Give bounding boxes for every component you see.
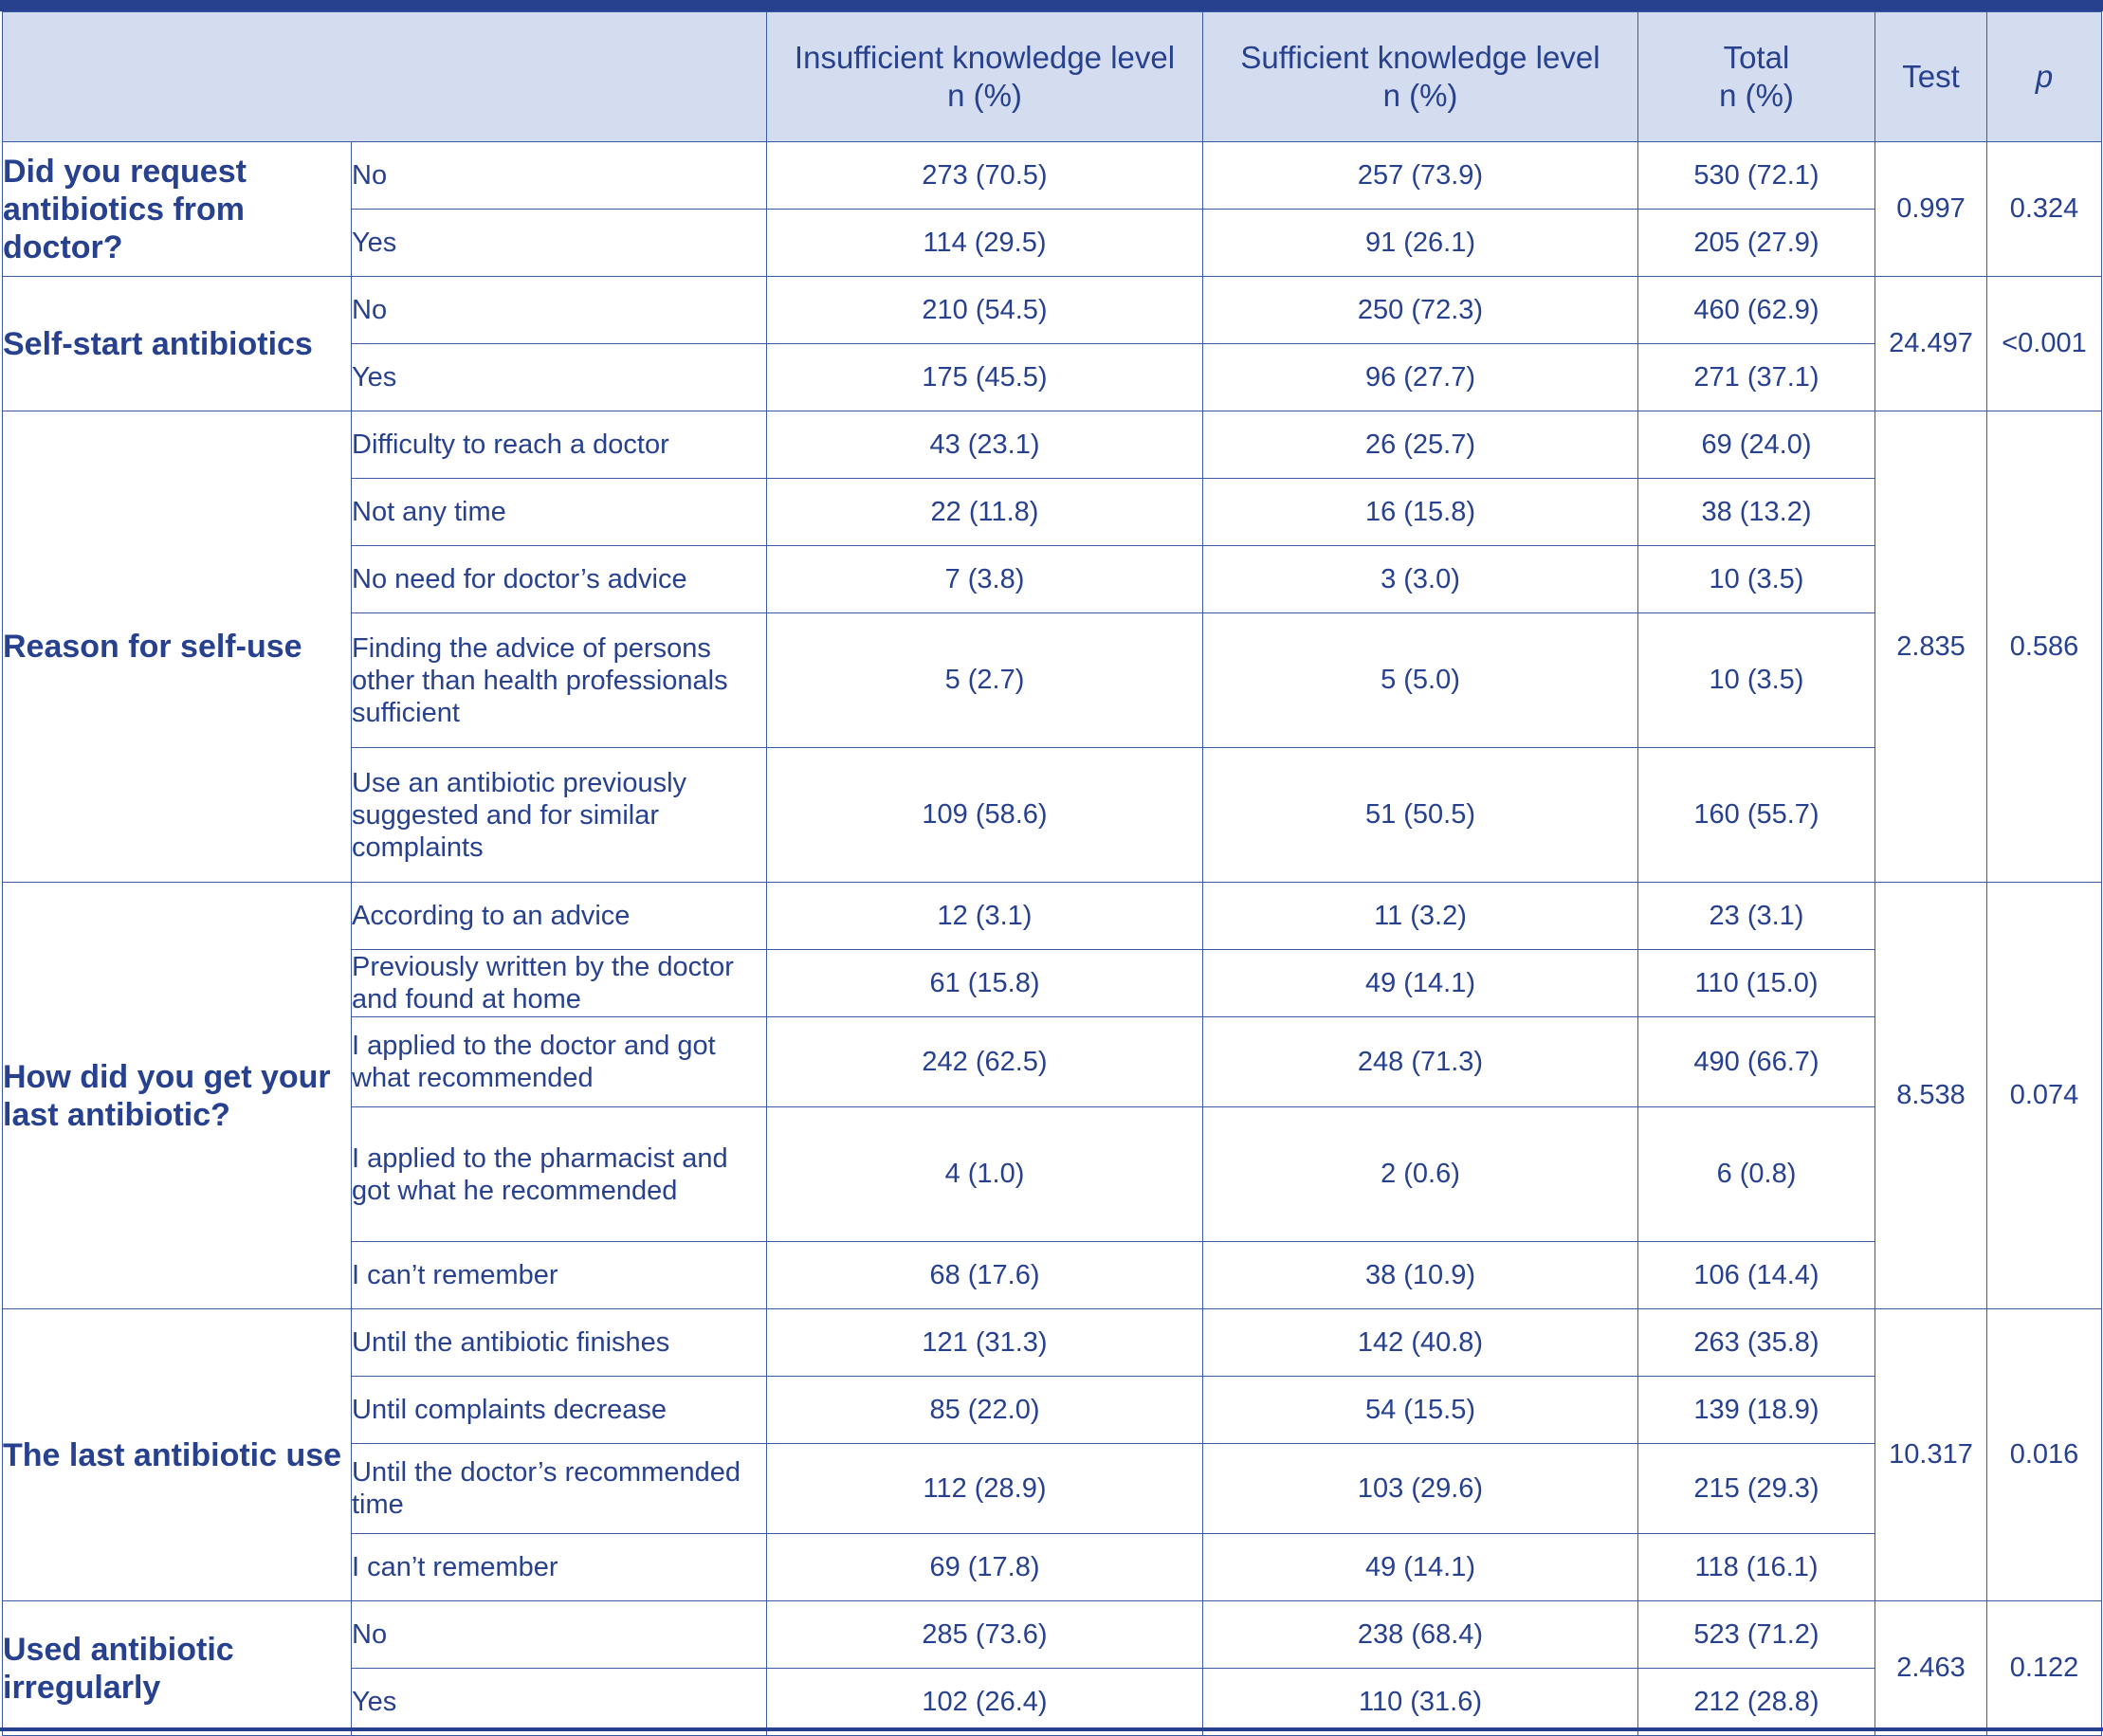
p-cell: 0.016 — [1987, 1309, 2102, 1601]
group-title: Self-start antibiotics — [3, 277, 352, 411]
option-cell: Yes — [352, 1669, 767, 1736]
insufficient-cell: 69 (17.8) — [767, 1534, 1203, 1601]
total-cell: 523 (71.2) — [1638, 1601, 1875, 1669]
option-cell: Yes — [352, 344, 767, 411]
bottom-rule — [0, 1727, 2103, 1731]
option-cell: Until the doctor’s recommended time — [352, 1444, 767, 1534]
sufficient-cell: 49 (14.1) — [1203, 950, 1638, 1017]
sufficient-cell: 51 (50.5) — [1203, 748, 1638, 883]
test-cell: 2.463 — [1875, 1601, 1987, 1736]
option-cell: Not any time — [352, 479, 767, 546]
sufficient-cell: 91 (26.1) — [1203, 210, 1638, 277]
header-p: p — [1987, 12, 2102, 142]
option-cell: I applied to the doctor and got what recommended — [352, 1017, 767, 1107]
option-cell: Until complaints decrease — [352, 1377, 767, 1444]
header-total: Total n (%) — [1638, 12, 1875, 142]
option-cell: No — [352, 277, 767, 344]
sufficient-cell: 54 (15.5) — [1203, 1377, 1638, 1444]
total-cell: 530 (72.1) — [1638, 142, 1875, 210]
sufficient-cell: 11 (3.2) — [1203, 883, 1638, 950]
sufficient-cell: 5 (5.0) — [1203, 613, 1638, 748]
insufficient-cell: 4 (1.0) — [767, 1107, 1203, 1242]
option-cell: Finding the advice of persons other than health professionals sufficient — [352, 613, 767, 748]
sufficient-cell: 16 (15.8) — [1203, 479, 1638, 546]
total-cell: 212 (28.8) — [1638, 1669, 1875, 1736]
insufficient-cell: 102 (26.4) — [767, 1669, 1203, 1736]
total-cell: 118 (16.1) — [1638, 1534, 1875, 1601]
total-cell: 6 (0.8) — [1638, 1107, 1875, 1242]
insufficient-cell: 22 (11.8) — [767, 479, 1203, 546]
total-cell: 10 (3.5) — [1638, 613, 1875, 748]
insufficient-cell: 68 (17.6) — [767, 1242, 1203, 1309]
sufficient-cell: 257 (73.9) — [1203, 142, 1638, 210]
total-cell: 23 (3.1) — [1638, 883, 1875, 950]
p-cell: 0.074 — [1987, 883, 2102, 1309]
total-cell: 271 (37.1) — [1638, 344, 1875, 411]
sufficient-cell: 96 (27.7) — [1203, 344, 1638, 411]
table-row — [3, 1601, 2102, 1669]
insufficient-cell: 112 (28.9) — [767, 1444, 1203, 1534]
total-cell: 10 (3.5) — [1638, 546, 1875, 613]
table-row — [3, 883, 2102, 950]
test-cell: 2.835 — [1875, 411, 1987, 883]
test-cell: 8.538 — [1875, 883, 1987, 1309]
top-rule — [0, 0, 2103, 11]
insufficient-cell: 61 (15.8) — [767, 950, 1203, 1017]
option-cell: Until the antibiotic finishes — [352, 1309, 767, 1377]
p-cell: 0.324 — [1987, 142, 2102, 277]
option-cell: No need for doctor’s advice — [352, 546, 767, 613]
insufficient-cell: 109 (58.6) — [767, 748, 1203, 883]
table-row — [3, 277, 2102, 344]
header-blank — [3, 12, 767, 142]
insufficient-cell: 273 (70.5) — [767, 142, 1203, 210]
group-title: Reason for self-use — [3, 411, 352, 883]
sufficient-cell: 142 (40.8) — [1203, 1309, 1638, 1377]
total-cell: 215 (29.3) — [1638, 1444, 1875, 1534]
insufficient-cell: 114 (29.5) — [767, 210, 1203, 277]
total-cell: 106 (14.4) — [1638, 1242, 1875, 1309]
group-title: Used antibiotic irregularly — [3, 1601, 352, 1736]
total-cell: 490 (66.7) — [1638, 1017, 1875, 1107]
test-cell: 24.497 — [1875, 277, 1987, 411]
header-test: Test — [1875, 12, 1987, 142]
table-row — [3, 142, 2102, 210]
sufficient-cell: 250 (72.3) — [1203, 277, 1638, 344]
insufficient-cell: 210 (54.5) — [767, 277, 1203, 344]
group-title: How did you get your last antibiotic? — [3, 883, 352, 1309]
sufficient-cell: 26 (25.7) — [1203, 411, 1638, 479]
option-cell: Use an antibiotic previously suggested and for similar complaints — [352, 748, 767, 883]
option-cell: No — [352, 142, 767, 210]
header-sufficient: Sufficient knowledge level n (%) — [1203, 12, 1638, 142]
test-cell: 0.997 — [1875, 142, 1987, 277]
insufficient-cell: 175 (45.5) — [767, 344, 1203, 411]
sufficient-cell: 2 (0.6) — [1203, 1107, 1638, 1242]
table-row — [3, 411, 2102, 479]
total-cell: 460 (62.9) — [1638, 277, 1875, 344]
sufficient-cell: 3 (3.0) — [1203, 546, 1638, 613]
insufficient-cell: 85 (22.0) — [767, 1377, 1203, 1444]
sufficient-cell: 248 (71.3) — [1203, 1017, 1638, 1107]
insufficient-cell: 5 (2.7) — [767, 613, 1203, 748]
option-cell: I can’t remember — [352, 1242, 767, 1309]
header-row — [3, 12, 2102, 142]
insufficient-cell: 242 (62.5) — [767, 1017, 1203, 1107]
option-cell: Previously written by the doctor and found at home — [352, 950, 767, 1017]
sufficient-cell: 103 (29.6) — [1203, 1444, 1638, 1534]
p-cell: <0.001 — [1987, 277, 2102, 411]
results-table — [2, 11, 2102, 1736]
option-cell: No — [352, 1601, 767, 1669]
insufficient-cell: 43 (23.1) — [767, 411, 1203, 479]
total-cell: 263 (35.8) — [1638, 1309, 1875, 1377]
header-insufficient: Insufficient knowledge level n (%) — [767, 12, 1203, 142]
sufficient-cell: 110 (31.6) — [1203, 1669, 1638, 1736]
group-title: The last antibiotic use — [3, 1309, 352, 1601]
group-title: Did you request antibiotics from doctor? — [3, 142, 352, 277]
p-cell: 0.586 — [1987, 411, 2102, 883]
test-cell: 10.317 — [1875, 1309, 1987, 1601]
total-cell: 110 (15.0) — [1638, 950, 1875, 1017]
total-cell: 139 (18.9) — [1638, 1377, 1875, 1444]
insufficient-cell: 12 (3.1) — [767, 883, 1203, 950]
option-cell: According to an advice — [352, 883, 767, 950]
option-cell: Yes — [352, 210, 767, 277]
insufficient-cell: 121 (31.3) — [767, 1309, 1203, 1377]
table-row — [3, 1309, 2102, 1377]
sufficient-cell: 38 (10.9) — [1203, 1242, 1638, 1309]
insufficient-cell: 285 (73.6) — [767, 1601, 1203, 1669]
sufficient-cell: 49 (14.1) — [1203, 1534, 1638, 1601]
total-cell: 160 (55.7) — [1638, 748, 1875, 883]
option-cell: Difficulty to reach a doctor — [352, 411, 767, 479]
total-cell: 38 (13.2) — [1638, 479, 1875, 546]
option-cell: I applied to the pharmacist and got what he recommended — [352, 1107, 767, 1242]
option-cell: I can’t remember — [352, 1534, 767, 1601]
total-cell: 205 (27.9) — [1638, 210, 1875, 277]
p-cell: 0.122 — [1987, 1601, 2102, 1736]
sufficient-cell: 238 (68.4) — [1203, 1601, 1638, 1669]
insufficient-cell: 7 (3.8) — [767, 546, 1203, 613]
total-cell: 69 (24.0) — [1638, 411, 1875, 479]
